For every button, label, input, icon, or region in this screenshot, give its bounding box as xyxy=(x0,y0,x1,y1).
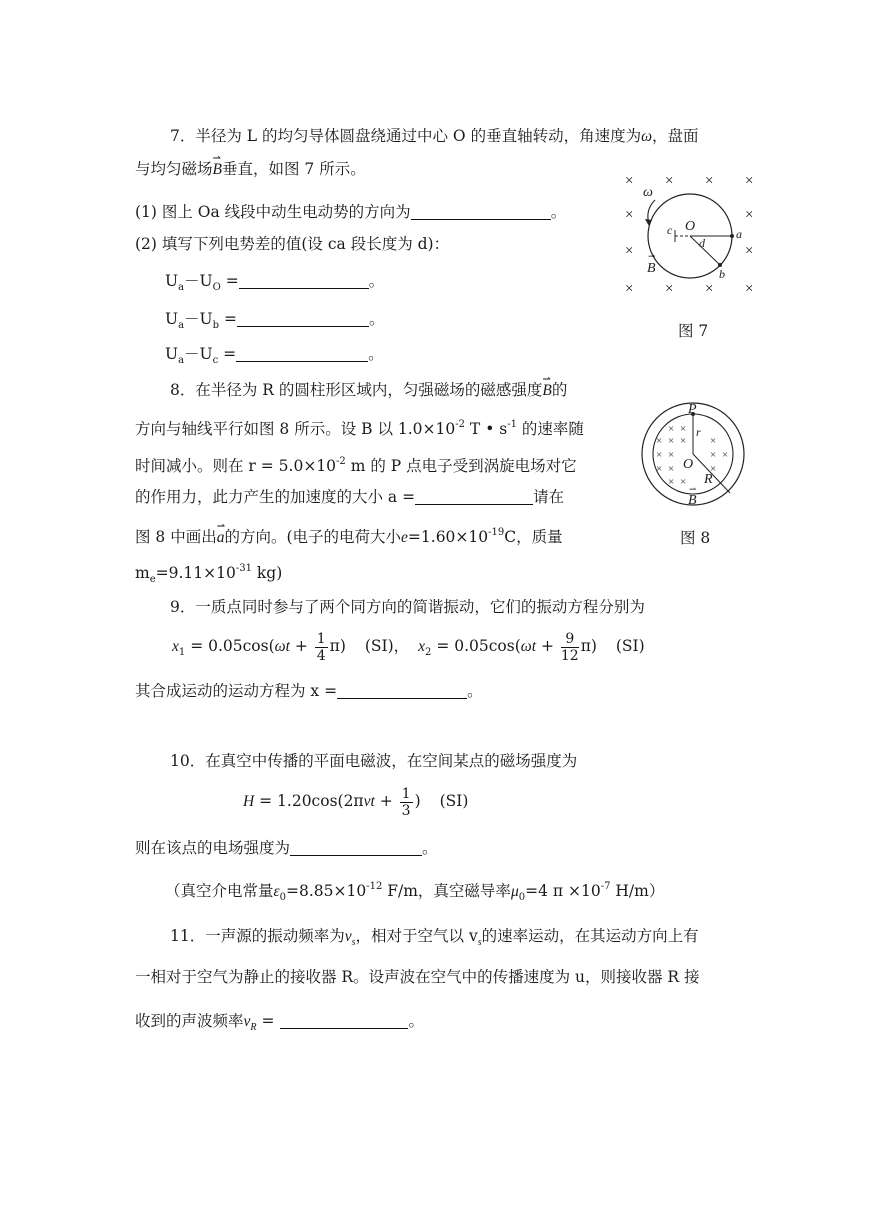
q9-text: 9．一质点同时参与了两个同方向的简谐振动，它们的振动方程分别为 xyxy=(170,598,645,616)
equation-text: = 0.05cos( xyxy=(185,637,275,655)
subscript: 0 xyxy=(279,892,286,903)
b-field-label: B xyxy=(647,261,656,276)
omega-t: ωt xyxy=(274,638,290,655)
nu-t: νt xyxy=(363,793,375,810)
period: 。 xyxy=(368,272,385,290)
q11-text: ，相对于空气以 v xyxy=(355,927,478,945)
q9-line-1 xyxy=(170,596,645,618)
q7-part-1 xyxy=(135,201,566,223)
figure-7-caption: 图 7 xyxy=(678,322,709,340)
period: 。 xyxy=(422,839,438,857)
cross-mark: × xyxy=(625,173,634,189)
q7-ua-uo xyxy=(165,270,384,299)
subscript: a xyxy=(178,320,185,331)
exponent: -19 xyxy=(488,527,505,538)
equals: = xyxy=(218,345,237,363)
figure-7 xyxy=(615,168,775,303)
cross-mark: × xyxy=(625,207,634,223)
denominator: 3 xyxy=(401,802,411,819)
cross-mark: × xyxy=(680,476,687,488)
q7-text: 与均匀磁场 xyxy=(135,160,213,178)
fraction-1-4 xyxy=(315,631,328,664)
si-unit: (SI) xyxy=(615,637,645,655)
q7-line-2 xyxy=(135,158,366,181)
plus: + xyxy=(374,792,398,810)
answer-blank[interactable] xyxy=(236,345,368,362)
q9-equations xyxy=(172,628,645,671)
subscript: a xyxy=(178,355,185,366)
period: 。 xyxy=(550,203,567,221)
period: 。 xyxy=(368,345,384,363)
subscript: 1 xyxy=(178,647,186,658)
q8-text: 时间减小。则在 r = 5.0×10 xyxy=(135,457,337,475)
answer-blank[interactable] xyxy=(237,310,369,327)
q8-text: =1.60×10 xyxy=(407,528,489,546)
cross-mark: × xyxy=(710,463,717,475)
q8-text: 图 8 中画出 xyxy=(135,528,217,546)
u-symbol: U xyxy=(165,345,179,363)
q9-line-3 xyxy=(135,680,483,702)
fraction-1-3 xyxy=(400,786,413,819)
cross-mark: × xyxy=(656,435,663,447)
answer-blank[interactable] xyxy=(415,488,533,505)
cross-mark: × xyxy=(656,463,663,475)
cross-mark: × xyxy=(625,243,634,259)
q11-line-2 xyxy=(135,966,700,988)
o-label: O xyxy=(683,457,694,472)
q10-equation xyxy=(243,783,468,820)
note-text: =4 π ×10 xyxy=(525,882,601,900)
close-paren: ) xyxy=(414,792,421,810)
subscript: s xyxy=(351,937,356,948)
q8-text: m 的 P 点电子受到涡旋电场对它 xyxy=(345,457,577,475)
q7-text: 垂直，如图 7 所示。 xyxy=(221,160,366,178)
denominator: 12 xyxy=(560,647,579,664)
cross-mark: × xyxy=(745,173,754,189)
x-symbol: x xyxy=(418,638,426,655)
q7-line-1 xyxy=(170,125,699,148)
c-label: c xyxy=(667,223,673,237)
b-vector: ⇀ B xyxy=(542,380,551,402)
q11-text: 收到的声波频率 xyxy=(135,1012,244,1030)
omega-symbol: ω xyxy=(641,128,653,145)
q11-text: 一相对于空气为静止的接收器 R。设声波在空气中的传播速度为 u，则接收器 R 接 xyxy=(135,968,700,986)
numerator: 1 xyxy=(316,630,326,647)
q7-part-2-text: (2) 填写下列电势差的值(设 ca 段长度为 d)： xyxy=(135,235,450,253)
answer-blank[interactable] xyxy=(239,272,369,289)
figure-8-caption: 图 8 xyxy=(680,529,711,547)
cross-mark: × xyxy=(668,423,675,435)
note-text: （真空介电常量 xyxy=(165,882,274,900)
e-symbol: e xyxy=(401,529,408,546)
q7-part-1-text: (1) 图上 Oa 线段中动生电动势的方向为 xyxy=(135,203,411,221)
equals: = xyxy=(220,272,239,290)
note-text: =8.85×10 xyxy=(286,882,367,900)
cross-mark: × xyxy=(668,463,675,475)
mu-symbol: μ xyxy=(510,883,519,900)
pi-close: π) xyxy=(329,637,346,655)
subscript: b xyxy=(212,320,220,331)
q8-text: 的速率随 xyxy=(516,420,584,438)
numerator: 9 xyxy=(561,631,579,648)
nu-symbol: ν xyxy=(243,1013,251,1030)
cross-mark: × xyxy=(722,449,729,461)
q8-text: 8．在半径为 R 的圆柱形区域内，匀强磁场的磁感强度 xyxy=(170,381,543,399)
subscript: s xyxy=(477,937,482,948)
q8-text: 请在 xyxy=(533,488,565,506)
subscript: c xyxy=(212,355,219,366)
q11-line-1 xyxy=(170,925,699,954)
exponent: -7 xyxy=(600,881,611,892)
q8-line-4 xyxy=(135,486,564,508)
answer-blank[interactable] xyxy=(290,839,422,856)
q10-text: 10．在真空中传播的平面电磁波，在空间某点的磁场强度为 xyxy=(170,752,578,770)
epsilon-symbol: ε xyxy=(273,883,280,900)
cross-mark: × xyxy=(705,173,714,189)
answer-blank[interactable] xyxy=(337,682,467,699)
q8-text: T • s xyxy=(465,420,508,438)
cross-mark: × xyxy=(745,207,754,223)
subscript: 0 xyxy=(518,892,526,903)
subscript: a xyxy=(178,282,185,293)
cross-mark: × xyxy=(665,281,674,297)
period: 。 xyxy=(368,310,385,328)
q11-line-3 xyxy=(135,1010,424,1039)
cross-mark: × xyxy=(656,449,663,461)
a-label: a xyxy=(736,227,742,241)
cross-mark: × xyxy=(745,281,754,297)
si-unit: (SI)， xyxy=(364,637,410,655)
b-label: b xyxy=(719,267,725,281)
q11-text: 的速率运动，在其运动方向上有 xyxy=(481,927,699,945)
q8-text: =9.11×10 xyxy=(155,564,236,582)
q10-line-1 xyxy=(170,750,577,772)
cross-mark: × xyxy=(705,281,714,297)
fraction-9-12 xyxy=(561,631,579,664)
cross-mark: × xyxy=(665,173,674,189)
q8-text: 的方向。(电子的电荷大小 xyxy=(224,528,402,546)
exponent: -1 xyxy=(507,419,517,430)
denominator: 4 xyxy=(316,647,326,664)
q7-text-tail: ，盘面 xyxy=(652,127,699,145)
q8-line-3 xyxy=(135,451,577,477)
q10-constants-note xyxy=(165,876,664,909)
omega-t: ωt xyxy=(520,638,537,655)
q8-text: 方向与轴线平行如图 8 所示。设 B 以 1.0×10 xyxy=(135,420,456,438)
big-r-label: R xyxy=(704,472,713,487)
answer-blank[interactable] xyxy=(411,203,551,220)
b-vector: ⇀ B xyxy=(213,159,222,181)
cross-mark: × xyxy=(625,281,634,297)
plus: + xyxy=(289,637,313,655)
q7-part-2 xyxy=(135,233,449,255)
b-vector-arrow: ⇀ xyxy=(648,251,656,261)
q8-line-5 xyxy=(135,522,563,549)
q8-text: kg) xyxy=(251,564,283,582)
omega-arrowhead xyxy=(645,219,652,226)
note-text: H/m） xyxy=(610,882,665,900)
q10-line-3 xyxy=(135,837,438,859)
equation-text: = 0.05cos( xyxy=(431,637,521,655)
q7-text: 7．半径为 L 的均匀导体圆盘绕通过中心 O 的垂直轴转动，角速度为 xyxy=(170,127,642,145)
u-symbol: U xyxy=(165,272,179,290)
plus: + xyxy=(536,637,559,655)
subscript: e xyxy=(149,574,156,585)
cross-mark: × xyxy=(668,435,675,447)
subscript: O xyxy=(212,282,221,293)
exponent: -12 xyxy=(366,881,383,892)
answer-blank[interactable] xyxy=(280,1012,408,1029)
q9-text: 其合成运动的运动方程为 x = xyxy=(135,682,338,700)
equals: = xyxy=(256,1012,275,1030)
nu-symbol: ν xyxy=(344,928,352,945)
d-label: d xyxy=(699,236,705,250)
m-symbol: m xyxy=(135,564,150,582)
exponent: -2 xyxy=(455,419,465,430)
point-a xyxy=(730,234,734,238)
cross-mark: × xyxy=(710,449,717,461)
q11-text: 11．一声源的振动频率为 xyxy=(170,927,345,945)
period: 。 xyxy=(408,1012,424,1030)
o-label: O xyxy=(685,219,696,234)
equation-text: = 1.20cos(2π xyxy=(254,792,364,810)
h-symbol: H xyxy=(243,793,255,810)
figure-8 xyxy=(636,400,756,510)
cross-mark: × xyxy=(745,243,754,259)
subscript: R xyxy=(250,1022,257,1033)
period: 。 xyxy=(467,682,483,700)
p-label: P xyxy=(688,402,697,417)
minus-u: －U xyxy=(184,310,213,328)
numerator: 1 xyxy=(401,785,411,802)
cross-mark: × xyxy=(668,449,675,461)
q8-line-1 xyxy=(170,379,567,402)
pi-close: π) xyxy=(580,637,597,655)
q7-ua-uc xyxy=(165,343,384,372)
u-symbol: U xyxy=(165,310,179,328)
q8-text-tail: 的 xyxy=(551,381,568,399)
q8-text: C，质量 xyxy=(504,528,563,546)
exponent: -31 xyxy=(235,563,252,574)
cross-mark: × xyxy=(680,435,687,447)
equals: = xyxy=(219,310,237,328)
radius-ob xyxy=(690,236,720,265)
minus-u: －U xyxy=(184,345,213,363)
x-symbol: x xyxy=(172,638,179,655)
q8-line-2 xyxy=(135,414,584,440)
r-label: r xyxy=(696,425,701,439)
note-text: F/m，真空磁导率 xyxy=(382,882,511,900)
q7-ua-ub xyxy=(165,308,384,337)
cross-mark: × xyxy=(668,476,675,488)
q8-line-6 xyxy=(135,558,282,591)
cross-mark: × xyxy=(710,435,717,447)
q8-text: 的作用力，此力产生的加速度的大小 a = xyxy=(135,488,416,506)
a-vector: ⇀ a xyxy=(217,527,225,549)
minus-u: －U xyxy=(184,272,213,290)
omega-label: ω xyxy=(643,185,653,200)
cross-mark: × xyxy=(680,423,687,435)
subscript: 2 xyxy=(425,647,432,658)
b-field-label: B xyxy=(688,493,697,508)
exponent: -2 xyxy=(336,456,346,467)
si-unit: (SI) xyxy=(439,792,469,810)
b-vector-arrow: ⇀ xyxy=(689,484,697,494)
q10-text: 则在该点的电场强度为 xyxy=(135,839,291,857)
